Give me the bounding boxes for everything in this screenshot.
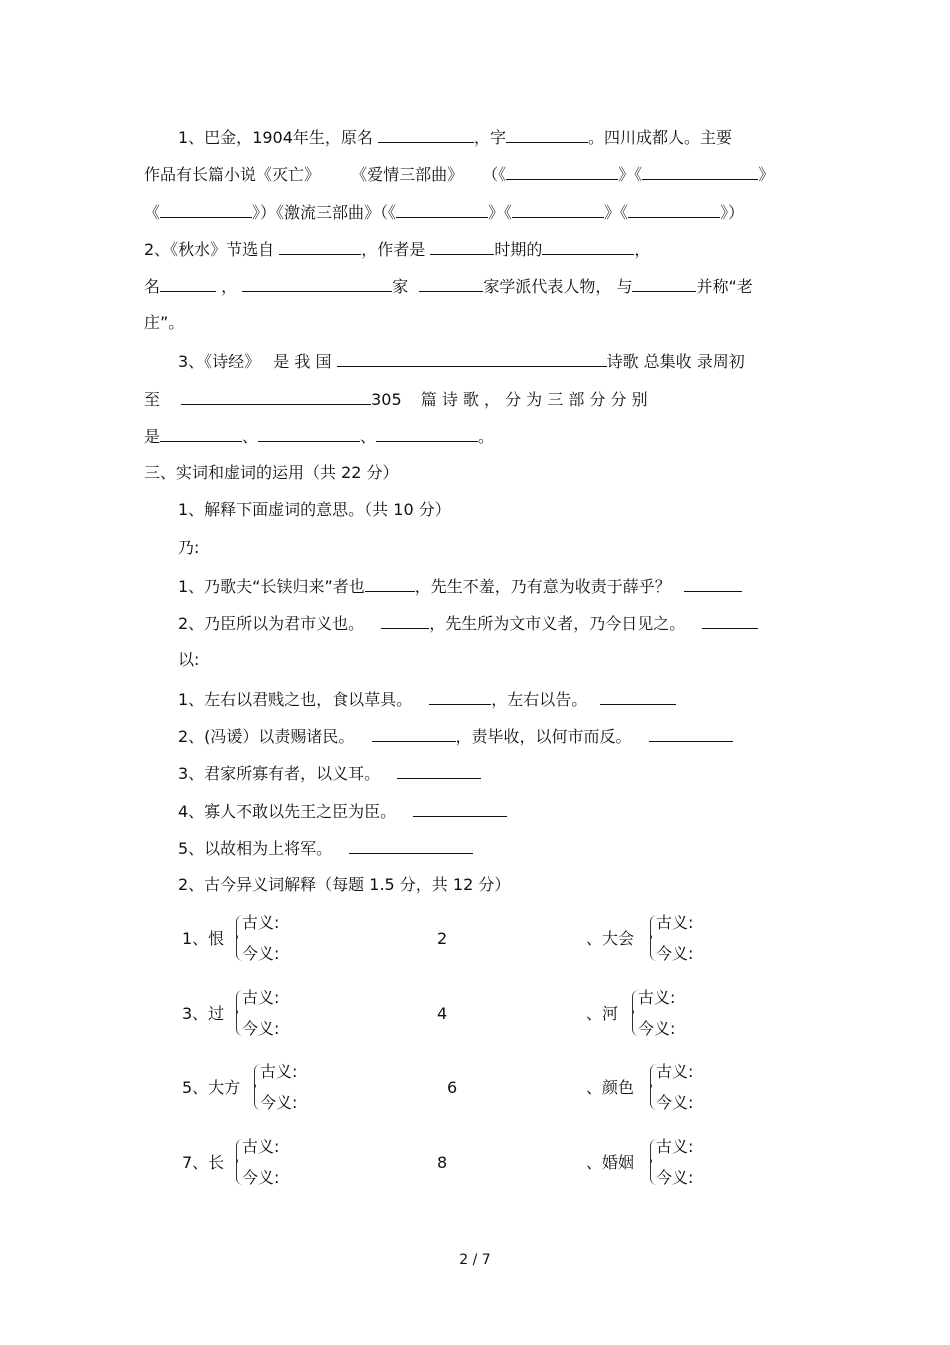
gujin-right-term: 、大会 [586, 929, 635, 948]
q1-year: 1904年生， [252, 128, 341, 147]
yi-label: 以: [178, 650, 200, 669]
q2-line-2 [144, 275, 753, 295]
jin-yi-label: 今义: [260, 1093, 298, 1112]
q3-end: 。 [478, 427, 495, 446]
q2-author-label: ，作者是 [361, 240, 426, 259]
q1-book-blank-5[interactable] [512, 201, 604, 218]
nai-1-blank-a[interactable] [365, 575, 415, 592]
q2-l2-comma: ， [221, 277, 238, 296]
gujin-number: 8 [437, 1153, 448, 1172]
nai-1-blank-b[interactable] [684, 575, 742, 592]
jin-yi-label: 今义: [242, 1019, 280, 1038]
q1-zi-label: ，字 [474, 128, 507, 147]
q2-school-blank[interactable] [419, 275, 483, 292]
nai-2-blank-a[interactable] [381, 612, 429, 629]
section3-heading: 三、实词和虚词的运用（共 22 分） [144, 463, 399, 482]
q3-line-1 [178, 350, 745, 370]
q2-bingcheng: 并称“老 [696, 277, 753, 296]
q3-woguo: 是 我 国 [273, 352, 332, 371]
gu-yi-label: 古义: [656, 1062, 694, 1081]
yi-2-text-b: ，责毕收，以何市而反。 [455, 727, 632, 746]
yi-1-blank-a[interactable] [429, 688, 491, 705]
part1-heading: 1、解释下面虚词的意思。（共 10 分） [178, 500, 451, 519]
q1-line1-end: 。四川成都人。主要 [588, 128, 733, 147]
jin-yi-label: 今义: [242, 1168, 280, 1187]
q1-book-blank-3[interactable] [160, 201, 252, 218]
nai-item-1 [178, 575, 742, 595]
yi-3-text: 3、君家所寡有者，以义耳。 [178, 764, 381, 783]
gu-yi-label: 古义: [656, 1137, 694, 1156]
q3-zhi: 至 [144, 390, 161, 409]
q1-works-c: （《 [482, 165, 507, 184]
gu-yi-label: 古义: [638, 988, 676, 1007]
q2-author-blank[interactable] [430, 238, 494, 255]
q1-line-3 [144, 201, 744, 221]
gujin-number: 2 [437, 929, 448, 948]
nai-1-text-b: ，先生不羞，乃有意为收责于薛乎？ [414, 577, 671, 596]
q2-source-blank[interactable] [279, 238, 361, 255]
q3-sep-2: 、 [360, 427, 377, 446]
q2-line-3 [144, 313, 184, 333]
nai-2-text-b: ，先生所为文市义者，乃今日见之。 [429, 614, 686, 633]
q3-line-3 [144, 425, 494, 445]
nai-label: 乃: [178, 538, 200, 557]
gujin-number: 6 [447, 1078, 458, 1097]
q1-l3-b: 》）《激流三部曲》（《 [252, 203, 397, 222]
q2-period-label: 时期的 [494, 240, 543, 259]
q3-305: 305 [371, 390, 402, 409]
gu-yi-label: 古义: [260, 1062, 298, 1081]
q1-line-1 [178, 126, 732, 146]
jin-yi-label: 今义: [656, 944, 694, 963]
gujin-right-term: 、婚姻 [586, 1153, 635, 1172]
q1-l3-d: 》《 [604, 203, 629, 222]
q2-period-blank[interactable] [542, 238, 634, 255]
gu-yi-label: 古义: [242, 913, 280, 932]
yi-1-text: 1、左右以君贱之也，食以草具。 [178, 690, 413, 709]
q2-ming-blank[interactable] [160, 275, 216, 292]
q3-intro: 3、《诗经》 [178, 352, 261, 371]
q3-sep-1: 、 [242, 427, 259, 446]
gujin-number: 4 [437, 1004, 448, 1023]
q1-l3-a: 《 [144, 203, 161, 222]
yi-2-blank-b[interactable] [649, 725, 733, 742]
yi-5-blank[interactable] [349, 837, 473, 854]
gujin-right-term: 、河 [586, 1004, 619, 1023]
q3-part-blank-1[interactable] [160, 425, 242, 442]
q1-name-blank[interactable] [378, 126, 474, 143]
q2-school-label: 家学派代表人物， [483, 277, 612, 296]
q1-works-e: 》 [758, 165, 775, 184]
gujin-left-term: 7、长 [182, 1153, 225, 1172]
q3-part-blank-2[interactable] [258, 425, 360, 442]
jin-yi-label: 今义: [242, 944, 280, 963]
nai-2-text: 2、乃臣所以为君市义也。 [178, 614, 365, 633]
q2-jia-label: 家 [392, 277, 409, 296]
q1-works-d: 》《 [618, 165, 643, 184]
yi-3-blank[interactable] [397, 762, 481, 779]
q1-book-blank-4[interactable] [396, 201, 488, 218]
part2-heading: 2、古今异义词解释（每题 1.5 分，共 12 分） [178, 875, 511, 894]
yi-4-blank[interactable] [413, 800, 507, 817]
gu-yi-label: 古义: [242, 1137, 280, 1156]
gujin-left-term: 3、过 [182, 1004, 225, 1023]
q3-l2-rest: 篇 诗 歌 ， 分 为 三 部 分 分 别 [420, 390, 648, 409]
jin-yi-label: 今义: [656, 1093, 694, 1112]
gujin-right-term: 、颜色 [586, 1078, 635, 1097]
q3-shi: 是 [144, 427, 161, 446]
q2-ming-label: 名 [144, 277, 161, 296]
yi-item-1 [178, 688, 676, 708]
q2-l3: 庄”。 [144, 313, 185, 332]
q1-l3-e: 》） [720, 203, 745, 222]
q3-zongji: 诗歌 总集收 录周初 [606, 352, 745, 371]
yi-2-text: 2、(冯谖）以责赐诸民。 [178, 727, 355, 746]
q3-first-blank[interactable] [337, 350, 607, 367]
yi-1-blank-b[interactable] [600, 688, 676, 705]
q1-line-2 [144, 163, 774, 183]
page-number: 2 / 7 [459, 1252, 491, 1268]
q2-comma: ， [634, 240, 651, 259]
gu-yi-label: 古义: [242, 988, 280, 1007]
yi-item-2 [178, 725, 733, 745]
gujin-left-term: 1、恨 [182, 929, 225, 948]
q2-yu-label: 与 [616, 277, 633, 296]
q1-works-b: 《爱情三部曲》 [351, 165, 464, 184]
q3-line-2 [144, 388, 648, 408]
q2-jia-blank[interactable] [242, 275, 392, 292]
yi-5-text: 5、以故相为上将军。 [178, 839, 333, 858]
nai-2-blank-b[interactable] [702, 612, 758, 629]
q1-name-label: 原名 [340, 128, 373, 147]
q3-part-blank-3[interactable] [376, 425, 478, 442]
yi-item-4 [178, 800, 507, 820]
q2-intro: 2、《秋水》节选自 [144, 240, 275, 259]
jin-yi-label: 今义: [656, 1168, 694, 1187]
gujin-left-term: 5、大方 [182, 1078, 241, 1097]
q1-l3-c: 》《 [488, 203, 513, 222]
jin-yi-label: 今义: [638, 1019, 676, 1038]
nai-1-text: 1、乃歌夫“长铗归来”者也 [178, 577, 365, 596]
nai-item-2 [178, 612, 758, 632]
q1-intro: 1、巴金， [178, 128, 253, 147]
q1-book-blank-1[interactable] [506, 163, 618, 180]
yi-4-text: 4、寡人不敢以先王之臣为臣。 [178, 802, 397, 821]
yi-1-text-b: ，左右以告。 [491, 690, 588, 709]
q2-peer-blank[interactable] [632, 275, 696, 292]
q1-zi-blank[interactable] [506, 126, 588, 143]
q1-book-blank-6[interactable] [628, 201, 720, 218]
q1-works-a: 作品有长篇小说《灭亡》 [144, 165, 321, 184]
yi-2-blank-a[interactable] [372, 725, 456, 742]
yi-item-5 [178, 837, 473, 857]
q2-line-1 [144, 238, 650, 258]
q3-period-blank[interactable] [181, 388, 371, 405]
yi-item-3 [178, 762, 481, 782]
gu-yi-label: 古义: [656, 913, 694, 932]
q1-book-blank-2[interactable] [642, 163, 758, 180]
